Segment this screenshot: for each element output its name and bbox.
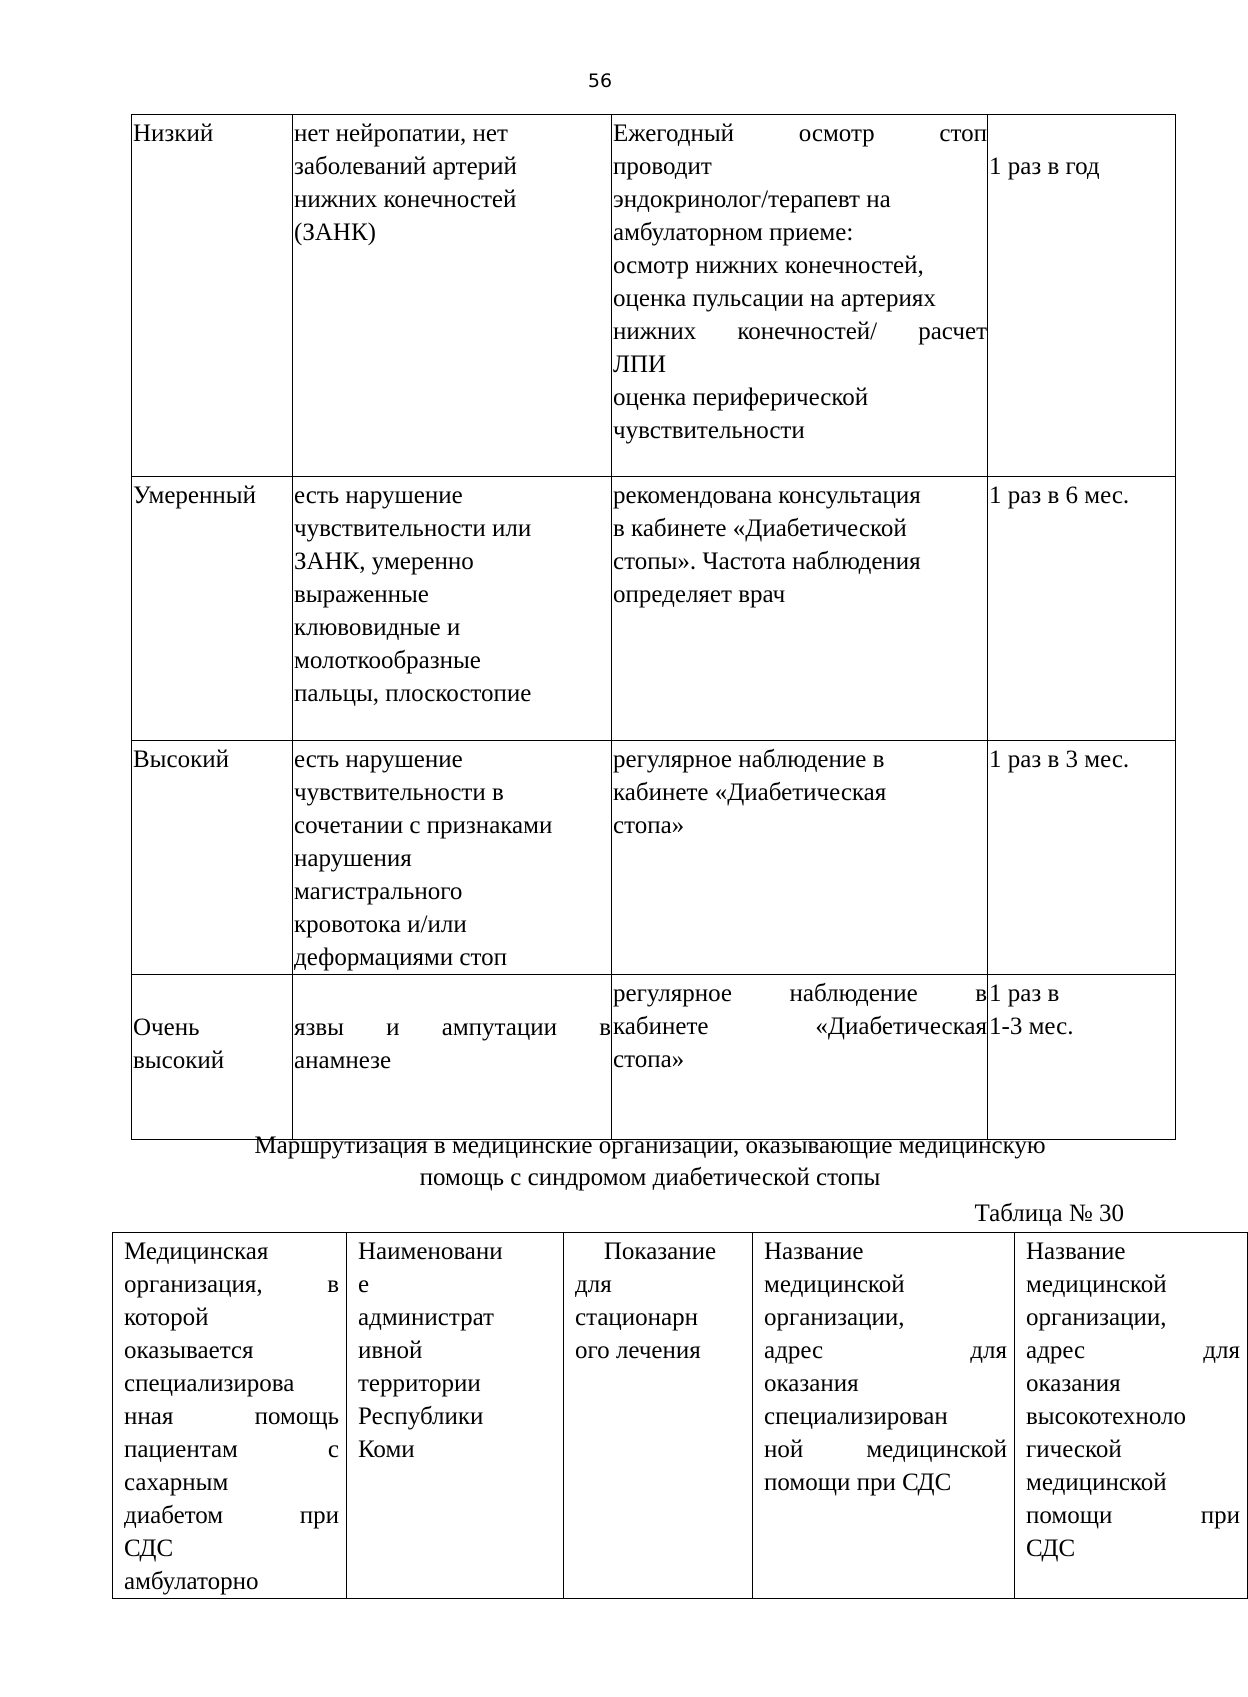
header-line: СДС: [124, 1535, 174, 1562]
frequency-cell: [988, 477, 1176, 741]
header-line: е: [358, 1271, 370, 1298]
criteria-line: заболеваний артерий: [294, 153, 517, 180]
frequency-line: [989, 117, 1175, 150]
header-line: стационарн: [575, 1304, 699, 1331]
action-line: в кабинете «Диабетической: [613, 515, 907, 542]
criteria-line: кровотока и/или: [294, 911, 467, 938]
page-number: 56: [587, 70, 613, 92]
frequency-line: 1 раз в 3 мес.: [989, 746, 1130, 773]
action-line: нижних конечностей/ расчет: [613, 318, 987, 345]
routing-caption: [200, 1130, 1100, 1194]
frequency-cell: [988, 115, 1176, 477]
header-cell: [753, 1233, 1015, 1599]
header-line: Показание: [603, 1238, 717, 1265]
criteria-cell: [293, 741, 612, 975]
criteria-line: пальцы, плоскостопие: [294, 680, 532, 707]
header-cell: [347, 1233, 564, 1599]
header-line: гической: [1026, 1436, 1122, 1463]
header-line: организации,: [1026, 1304, 1167, 1331]
action-cell: [612, 975, 988, 1140]
header-line: администрат: [358, 1304, 494, 1331]
criteria-line: (ЗАНК): [294, 219, 376, 246]
criteria-line: сочетании с признаками: [294, 812, 553, 839]
criteria-line: чувствительности в: [294, 779, 504, 806]
header-line: нная помощь: [124, 1403, 339, 1430]
criteria-line: нарушения: [294, 845, 412, 872]
criteria-line: чувствительности или: [294, 515, 532, 542]
criteria-line: ЗАНК, умеренно: [294, 548, 474, 575]
header-line: пациентам с: [124, 1436, 339, 1463]
header-cell: [1015, 1233, 1248, 1599]
action-line: эндокринолог/терапевт на: [613, 186, 891, 213]
action-line: стопа»: [613, 1046, 685, 1073]
header-line: ивной: [358, 1337, 423, 1364]
action-line: ЛПИ: [613, 351, 667, 378]
risk-category-table: [131, 114, 1176, 1140]
header-cell: [564, 1233, 753, 1599]
header-line: СДС: [1026, 1535, 1076, 1562]
category-cell: [132, 975, 293, 1140]
action-line: оценка периферической: [613, 384, 869, 411]
header-line: которой: [124, 1304, 209, 1331]
header-line: специализирова: [124, 1370, 295, 1397]
table-row: [132, 741, 1176, 975]
criteria-line: молоткообразные: [294, 647, 481, 674]
action-line: чувствительности: [613, 417, 805, 444]
action-line: стопы». Частота наблюдения: [613, 548, 921, 575]
category-cell: [132, 477, 293, 741]
header-line: организации,: [764, 1304, 905, 1331]
frequency-line: 1 раз в 6 мес.: [989, 482, 1130, 509]
header-line: организация, в: [124, 1271, 339, 1298]
category-label: Низкий: [133, 120, 214, 147]
action-line: регулярное наблюдение в: [613, 746, 885, 773]
action-cell: [612, 741, 988, 975]
action-line: регулярное наблюдение в: [613, 980, 987, 1007]
criteria-line: нет нейропатии, нет: [294, 120, 508, 147]
frequency-cell: [988, 975, 1176, 1140]
criteria-cell: [293, 975, 612, 1140]
frequency-line: 1-3 мес.: [989, 1013, 1074, 1040]
action-line: оценка пульсации на артериях: [613, 285, 936, 312]
header-line: медицинской: [1026, 1469, 1167, 1496]
criteria-line: магистрального: [294, 878, 463, 905]
action-line: амбулаторном приеме:: [613, 219, 854, 246]
category-label: Очень: [133, 1014, 200, 1041]
header-line: адрес для: [1026, 1337, 1240, 1364]
header-line: оказания: [1026, 1370, 1121, 1397]
table-number-label: Таблица № 30: [974, 1200, 1124, 1227]
header-line: амбулаторно: [124, 1568, 259, 1595]
header-line: специализирован: [764, 1403, 948, 1430]
category-label: Умеренный: [133, 482, 256, 509]
action-cell: [612, 115, 988, 477]
criteria-line: нижних конечностей: [294, 186, 517, 213]
routing-table: [112, 1232, 1248, 1599]
header-line: сахарным: [124, 1469, 229, 1496]
header-line: Коми: [358, 1436, 415, 1463]
criteria-line: клювовидные и: [294, 614, 461, 641]
header-line: Наименовани: [358, 1238, 503, 1265]
criteria-line: есть нарушение: [294, 746, 463, 773]
action-line: определяет врач: [613, 581, 786, 608]
header-line: оказания: [764, 1370, 859, 1397]
header-line: Республики: [358, 1403, 484, 1430]
criteria-line: деформациями стоп: [294, 944, 507, 971]
action-line: проводит: [613, 153, 712, 180]
header-line: территории: [358, 1370, 481, 1397]
table-header-row: [113, 1233, 1248, 1599]
header-line: для: [575, 1271, 612, 1298]
header-line: медицинской: [764, 1271, 905, 1298]
category-cell: [132, 741, 293, 975]
action-line: рекомендована консультация: [613, 482, 921, 509]
action-line: осмотр нижних конечностей,: [613, 252, 924, 279]
category-label: Высокий: [133, 746, 229, 773]
category-label: высокий: [133, 1047, 225, 1074]
action-line: стопа»: [613, 812, 685, 839]
criteria-line: язвы и ампутации в: [294, 1014, 611, 1041]
table-row: [132, 975, 1176, 1140]
caption-line: Маршрутизация в медицинские организации, оказывающие медицинскую: [254, 1132, 1046, 1159]
header-line: Медицинская: [124, 1238, 269, 1265]
frequency-cell: [988, 741, 1176, 975]
table-row: [132, 477, 1176, 741]
category-cell: [132, 115, 293, 477]
header-line: Название: [764, 1238, 864, 1265]
header-line: помощи при СДС: [764, 1469, 952, 1496]
action-cell: [612, 477, 988, 741]
header-line: медицинской: [1026, 1271, 1167, 1298]
criteria-line: анамнезе: [294, 1047, 392, 1074]
frequency-line: 1 раз в год: [989, 153, 1100, 180]
criteria-cell: [293, 115, 612, 477]
criteria-line: есть нарушение: [294, 482, 463, 509]
frequency-line: 1 раз в: [989, 980, 1060, 1007]
criteria-cell: [293, 477, 612, 741]
header-line: оказывается: [124, 1337, 254, 1364]
header-line: Название: [1026, 1238, 1126, 1265]
action-line: кабинете «Диабетическая: [613, 1013, 987, 1040]
table-row: [132, 115, 1176, 477]
header-line: высокотехноло: [1026, 1403, 1186, 1430]
header-line: ого лечения: [575, 1337, 701, 1364]
action-line: кабинете «Диабетическая: [613, 779, 887, 806]
header-line: диабетом при: [124, 1502, 339, 1529]
caption-line: помощь с синдромом диабетической стопы: [419, 1164, 881, 1191]
action-line: Ежегодный осмотр стоп: [613, 120, 987, 147]
header-line: помощи при: [1026, 1502, 1240, 1529]
header-line: ной медицинской: [764, 1436, 1007, 1463]
criteria-line: выраженные: [294, 581, 429, 608]
header-cell: [113, 1233, 347, 1599]
header-line: адрес для: [764, 1337, 1007, 1364]
